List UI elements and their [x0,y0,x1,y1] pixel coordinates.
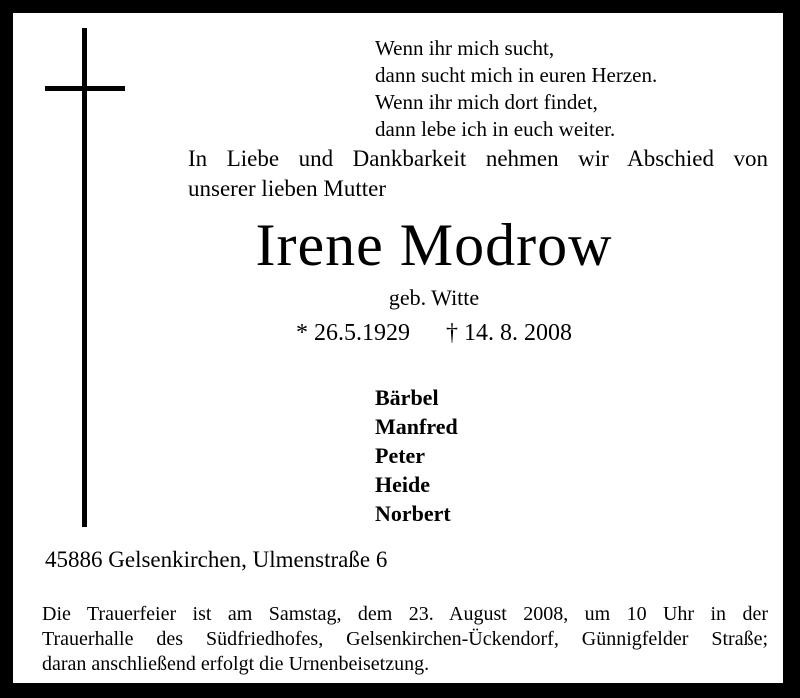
poem-line: Wenn ihr mich sucht, [375,36,555,60]
farewell-intro [188,144,768,204]
intro-line-2: unserer lieben Mutter [188,176,386,201]
funeral-line-1: Die Trauerfeier ist am Samstag, dem 23. August 2008, um 10 Uhr in der [42,603,768,625]
memorial-poem [375,35,657,143]
address-line: 45886 Gelsenkirchen, Ulmenstraße 6 [45,547,388,572]
mourner-name: Peter [375,443,426,468]
mourner-name: Bärbel [375,385,439,410]
poem-line: Wenn ihr mich dort findet, [375,90,598,114]
cross-icon-vertical-bar [82,28,87,527]
mourner-name: Norbert [375,501,451,526]
maiden-name: geb. Witte [388,285,480,310]
poem-line: dann lebe ich in euch weiter. [375,117,616,141]
birth-date: * 26.5.1929 [296,320,410,346]
cross-icon-horizontal-bar [45,86,125,91]
life-dates [134,320,734,346]
death-date: † 14. 8. 2008 [446,320,572,346]
funeral-line-2: Trauerhalle des Südfriedhofes, Gelsenkirchen-Ückendorf, Günnigfelder Straße; [42,628,768,650]
funeral-line-3: daran anschließend erfolgt die Urnenbeisetzung. [42,653,430,675]
deceased-block [134,213,734,346]
mourners-list [375,383,458,528]
funeral-details [42,602,768,677]
death-notice-page [13,13,783,683]
poem-line: dann sucht mich in euren Herzen. [375,63,658,87]
intro-line-1: In Liebe und Dankbarkeit nehmen wir Abschied von [188,146,768,171]
mourner-name: Heide [375,472,430,497]
mourner-name: Manfred [375,414,458,439]
deceased-name: Irene Modrow [255,212,613,278]
